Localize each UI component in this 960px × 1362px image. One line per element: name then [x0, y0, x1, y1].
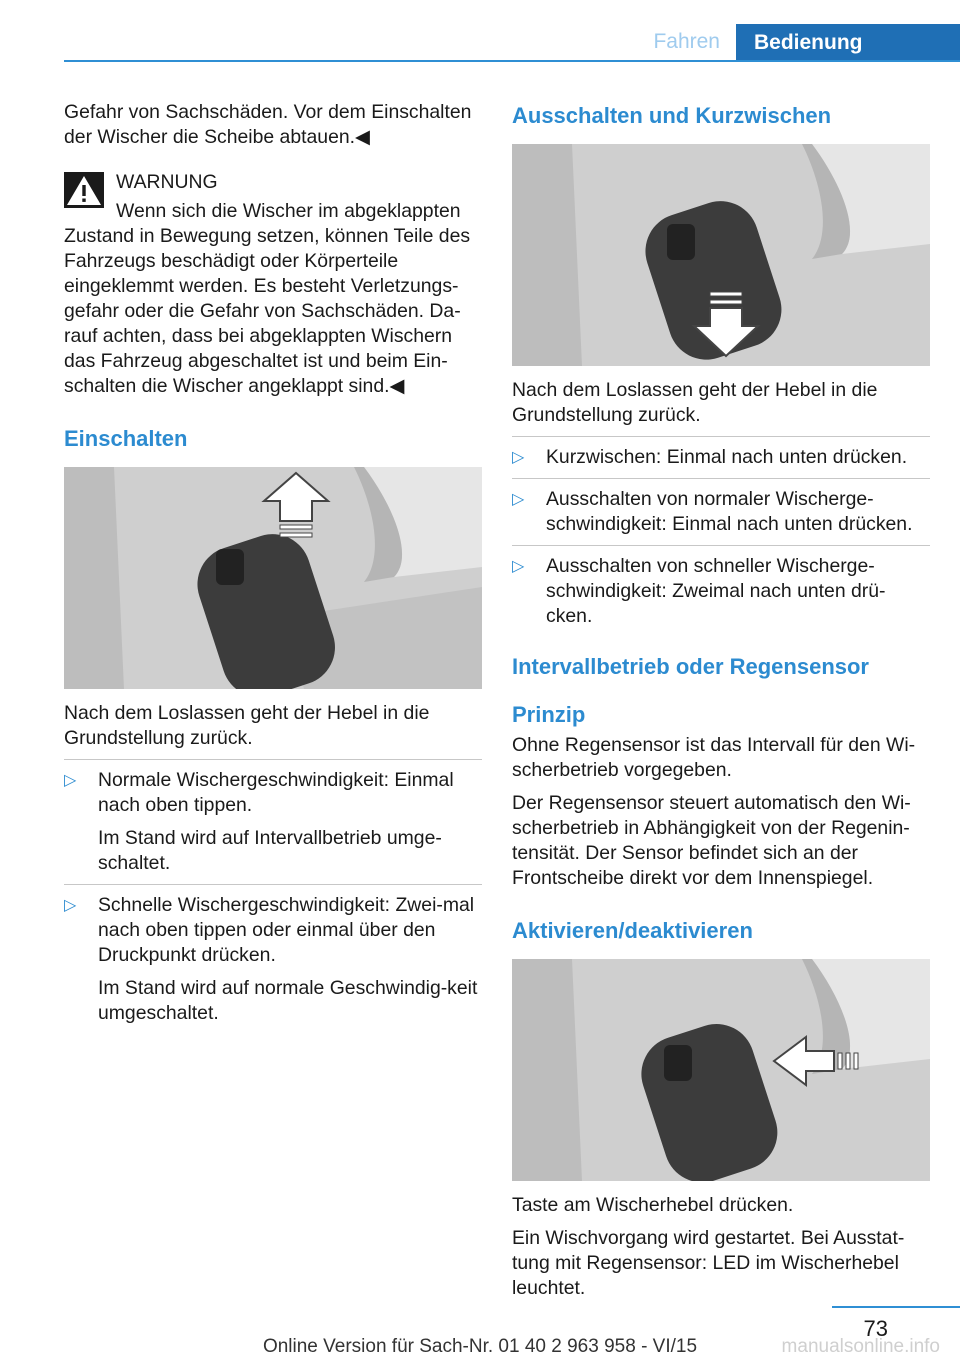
triangle-bullet-icon: ▷	[512, 449, 525, 466]
list-divider	[512, 436, 930, 437]
figure-lever-up	[64, 467, 482, 689]
warning-title: WARNUNG	[116, 171, 218, 193]
header-bar	[64, 24, 960, 62]
right-list	[512, 445, 930, 629]
list-item-text: Normale Wischergeschwindigkeit: Einmal nach oben tippen.	[98, 769, 454, 816]
list-item	[512, 445, 930, 470]
list-item-text: Kurzwischen: Einmal nach unten drücken.	[546, 446, 908, 468]
list-item-text: Ausschalten von normaler Wischerge-schwindigkeit: Einmal nach unten drücken.	[546, 488, 913, 535]
tab-bedienung[interactable]: Bedienung	[736, 24, 960, 62]
prinzip-paragraph-2: Der Regensensor steuert automatisch den Wi-scherbetrieb in Abhängigkeit von der Regenin-tensität. Der Sensor befindet sich an der Frontscheibe direkt vor dem Innenspiegel.	[512, 792, 911, 889]
aktivieren-paragraph-1: Taste am Wischerhebel drücken.	[512, 1194, 794, 1216]
intro-paragraph: Gefahr von Sachschäden. Vor dem Einschalten der Wischer die Scheibe abtauen.◀	[64, 101, 472, 148]
list-item	[512, 487, 930, 537]
heading-intervall: Intervallbetrieb oder Regensensor	[512, 654, 869, 679]
list-divider	[64, 884, 482, 885]
aktivieren-paragraph-2: Ein Wischvorgang wird gestartet. Bei Ausstat-tung mit Regensensor: LED im Wischerhebel leuchtet.	[512, 1227, 905, 1299]
triangle-bullet-icon: ▷	[64, 772, 77, 789]
list-item-subtext: Im Stand wird auf Intervallbetrieb umge-schaltet.	[98, 827, 442, 874]
list-item-text: Schnelle Wischergeschwindigkeit: Zwei-mal nach oben tippen oder einmal über den Druckpunkt drücken.	[98, 894, 475, 966]
list-divider	[64, 759, 482, 760]
online-version-note: Online Version für Sach-Nr. 01 40 2 963 958 - VI/15	[262, 1336, 698, 1357]
heading-ausschalten: Ausschalten und Kurzwischen	[512, 103, 832, 128]
figure-lever-down	[512, 144, 930, 366]
list-divider	[512, 545, 930, 546]
list-item	[64, 893, 482, 1026]
heading-einschalten: Einschalten	[64, 426, 188, 451]
heading-prinzip: Prinzip	[512, 702, 586, 727]
list-item-text: Ausschalten von schneller Wischerge-schwindigkeit: Zweimal nach unten drü-cken.	[546, 555, 886, 627]
left-column	[64, 100, 482, 1026]
left-after-figure: Nach dem Loslassen geht der Hebel in die Grundstellung zurück.	[64, 702, 430, 749]
tab-fahren[interactable]: Fahren	[653, 30, 720, 53]
warning-text: Wenn sich die Wischer im abgeklappten Zustand in Bewegung setzen, können Teile des Fahrzeugs beschädigt oder Körperteile eingeklemmt werden. Es besteht Verletzungs-gefahr oder die Gefahr von Sachschäden. Da-rauf achten, dass bei abgeklappten Wischern das Fahrzeug abgeschaltet ist und beim Ein-schalten die Wischer angeklappt sind.◀	[64, 200, 471, 397]
footer-rule	[832, 1306, 960, 1308]
right-after-figure: Nach dem Loslassen geht der Hebel in die Grundstellung zurück.	[512, 379, 878, 426]
right-column	[512, 100, 930, 1309]
header-rule	[64, 60, 960, 62]
watermark: manualsonline.info	[781, 1336, 940, 1357]
page-number: 73	[863, 1316, 888, 1341]
list-item	[64, 768, 482, 876]
triangle-bullet-icon: ▷	[512, 558, 525, 575]
list-item	[512, 554, 930, 629]
warning-triangle-icon	[64, 172, 104, 208]
prinzip-paragraph-1: Ohne Regensensor ist das Intervall für den Wi-scherbetrieb vorgegeben.	[512, 734, 916, 781]
triangle-bullet-icon: ▷	[64, 897, 77, 914]
triangle-bullet-icon: ▷	[512, 491, 525, 508]
figure-lever-button	[512, 959, 930, 1181]
left-list	[64, 768, 482, 1026]
list-item-subtext: Im Stand wird auf normale Geschwindig-keit umgeschaltet.	[98, 977, 478, 1024]
heading-aktivieren: Aktivieren/deaktivieren	[512, 918, 753, 943]
list-divider	[512, 478, 930, 479]
warning-box	[64, 170, 482, 399]
